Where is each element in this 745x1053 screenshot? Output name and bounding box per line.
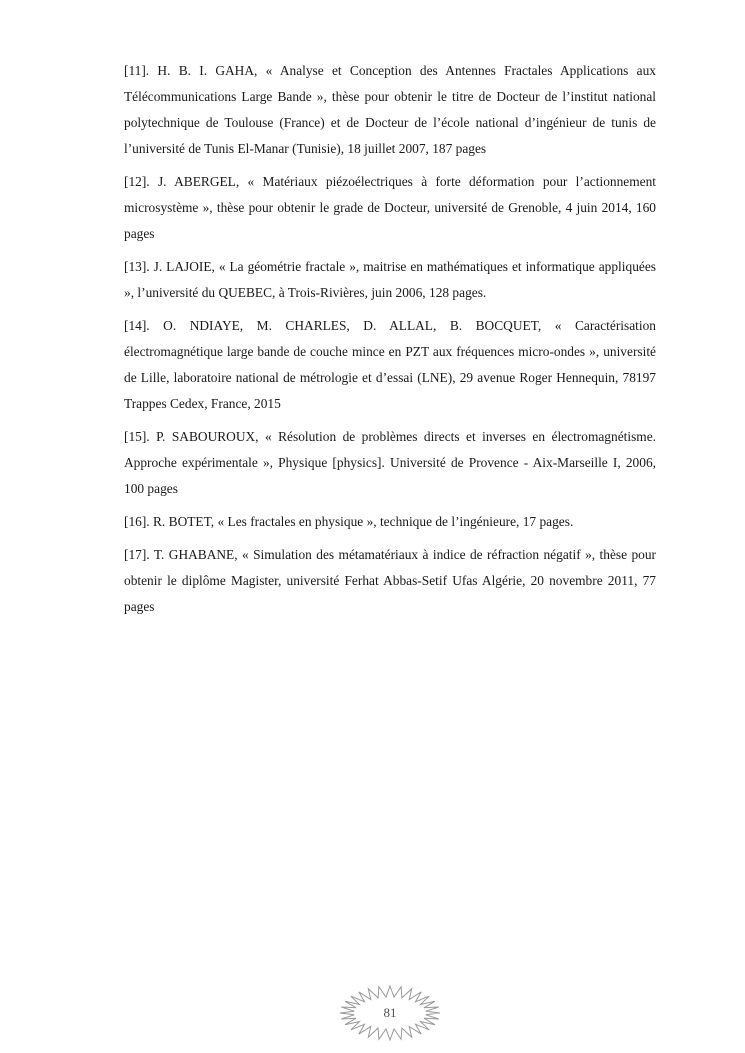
reference-11: [11]. H. B. I. GAHA, « Analyse et Conception des Antennes Fractales Applications aux Télécommunications Large Bande », thèse pour obtenir le titre de Docteur de l’institut national polytechnique de Toulouse (France) et de Docteur de l’école national d’ingénieur de tunis de l’université de Tunis El-Manar (Tunisie), 18 juillet 2007, 187 pages xyxy=(124,63,656,156)
reference-13: [13]. J. LAJOIE, « La géométrie fractale », maitrise en mathématiques et informatique appliquées », l’université du QUEBEC, à Trois-Rivières, juin 2006, 128 pages. xyxy=(124,259,656,300)
reference-16: [16]. R. BOTET, « Les fractales en physique », technique de l’ingénieure, 17 pages. xyxy=(124,514,574,529)
reference-15: [15]. P. SABOUROUX, « Résolution de problèmes directs et inverses en électromagnétisme. Approche expérimentale », Physique [physics]. Université de Provence - Aix-Marseille I, 2006, 100 pages xyxy=(124,429,656,496)
reference-17: [17]. T. GHABANE, « Simulation des métamatériaux à indice de réfraction négatif », thèse pour obtenir le diplôme Magister, université Ferhat Abbas-Setif Ufas Algérie, 20 novembre 2011, 77 pages xyxy=(124,547,656,614)
reference-14: [14]. O. NDIAYE, M. CHARLES, D. ALLAL, B. BOCQUET, « Caractérisation électromagnétique large bande de couche mince en PZT aux fréquences micro-ondes », université de Lille, laboratoire national de métrologie et d’essai (LNE), 29 avenue Roger Hennequin, 78197 Trappes Cedex, France, 2015 xyxy=(124,318,656,411)
reference-12: [12]. J. ABERGEL, « Matériaux piézoélectriques à forte déformation pour l’actionnement microsystème », thèse pour obtenir le grade de Docteur, université de Grenoble, 4 juin 2014, 160 pages xyxy=(124,174,656,241)
reference-list xyxy=(124,58,656,627)
page-number-badge xyxy=(338,984,442,1042)
page-number: 81 xyxy=(383,1005,397,1020)
